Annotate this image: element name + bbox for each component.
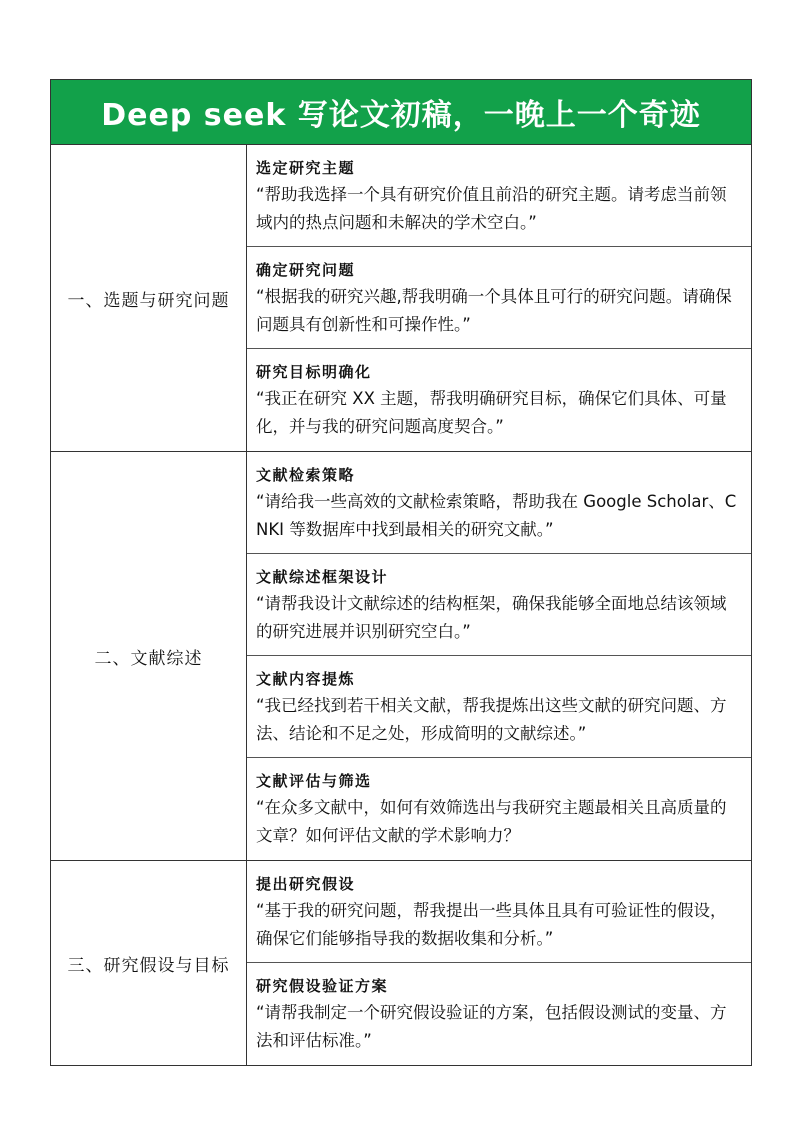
prompt-text: “请帮我制定一个研究假设验证的方案，包括假设测试的变量、方法和评估标准。” (256, 1003, 727, 1050)
prompt-title: 提出研究假设 (256, 875, 356, 893)
section-literature-review (51, 452, 751, 861)
section-items (247, 861, 751, 1065)
prompt-title: 文献内容提炼 (256, 670, 356, 688)
prompt-title: 研究目标明确化 (256, 363, 372, 381)
prompt-text: “请帮我设计文献综述的结构框架，确保我能够全面地总结该领域的研究进展并识别研究空白。” (256, 594, 727, 641)
prompt-text: “我已经找到若干相关文献，帮我提炼出这些文献的研究问题、方法、结论和不足之处，形成简明的文献综述。” (256, 696, 727, 743)
prompt-text: “我正在研究 XX 主题，帮我明确研究目标，确保它们具体、可量化，并与我的研究问题高度契合。” (256, 389, 727, 436)
prompt-item (247, 758, 751, 860)
prompt-item (247, 349, 751, 451)
prompt-item (247, 861, 751, 963)
section-label: 一、选题与研究问题 (51, 145, 247, 451)
section-hypotheses-goals (51, 861, 751, 1065)
prompt-title: 研究假设验证方案 (256, 977, 389, 995)
prompt-text: “根据我的研究兴趣,帮我明确一个具体且可行的研究问题。请确保问题具有创新性和可操作性。” (256, 287, 732, 334)
prompt-title: 文献检索策略 (256, 466, 356, 484)
section-items (247, 145, 751, 451)
prompt-title: 选定研究主题 (256, 159, 356, 177)
prompt-item (247, 145, 751, 247)
prompt-item (247, 554, 751, 656)
prompt-item (247, 656, 751, 758)
prompt-title: 文献综述框架设计 (256, 568, 389, 586)
section-topic-selection (51, 145, 751, 452)
prompt-table (50, 79, 752, 1066)
section-label: 三、研究假设与目标 (51, 861, 247, 1065)
prompt-title: 确定研究问题 (256, 261, 356, 279)
prompt-item (247, 247, 751, 349)
prompt-title: 文献评估与筛选 (256, 772, 372, 790)
section-label: 二、文献综述 (51, 452, 247, 860)
section-items (247, 452, 751, 860)
prompt-text: “基于我的研究问题，帮我提出一些具体且具有可验证性的假设，确保它们能够指导我的数据收集和分析。” (256, 901, 727, 948)
prompt-item (247, 452, 751, 554)
prompt-item (247, 963, 751, 1065)
page-title: Deep seek 写论文初稿，一晚上一个奇迹 (101, 98, 701, 133)
header-bar (51, 80, 751, 145)
prompt-text: “帮助我选择一个具有研究价值且前沿的研究主题。请考虑当前领域内的热点问题和未解决的学术空白。” (256, 185, 727, 232)
prompt-text: “在众多文献中，如何有效筛选出与我研究主题最相关且高质量的文章？如何评估文献的学术影响力？ (256, 798, 727, 845)
prompt-text: “请给我一些高效的文献检索策略，帮助我在 Google Scholar、CNKI 等数据库中找到最相关的研究文献。” (256, 492, 737, 539)
